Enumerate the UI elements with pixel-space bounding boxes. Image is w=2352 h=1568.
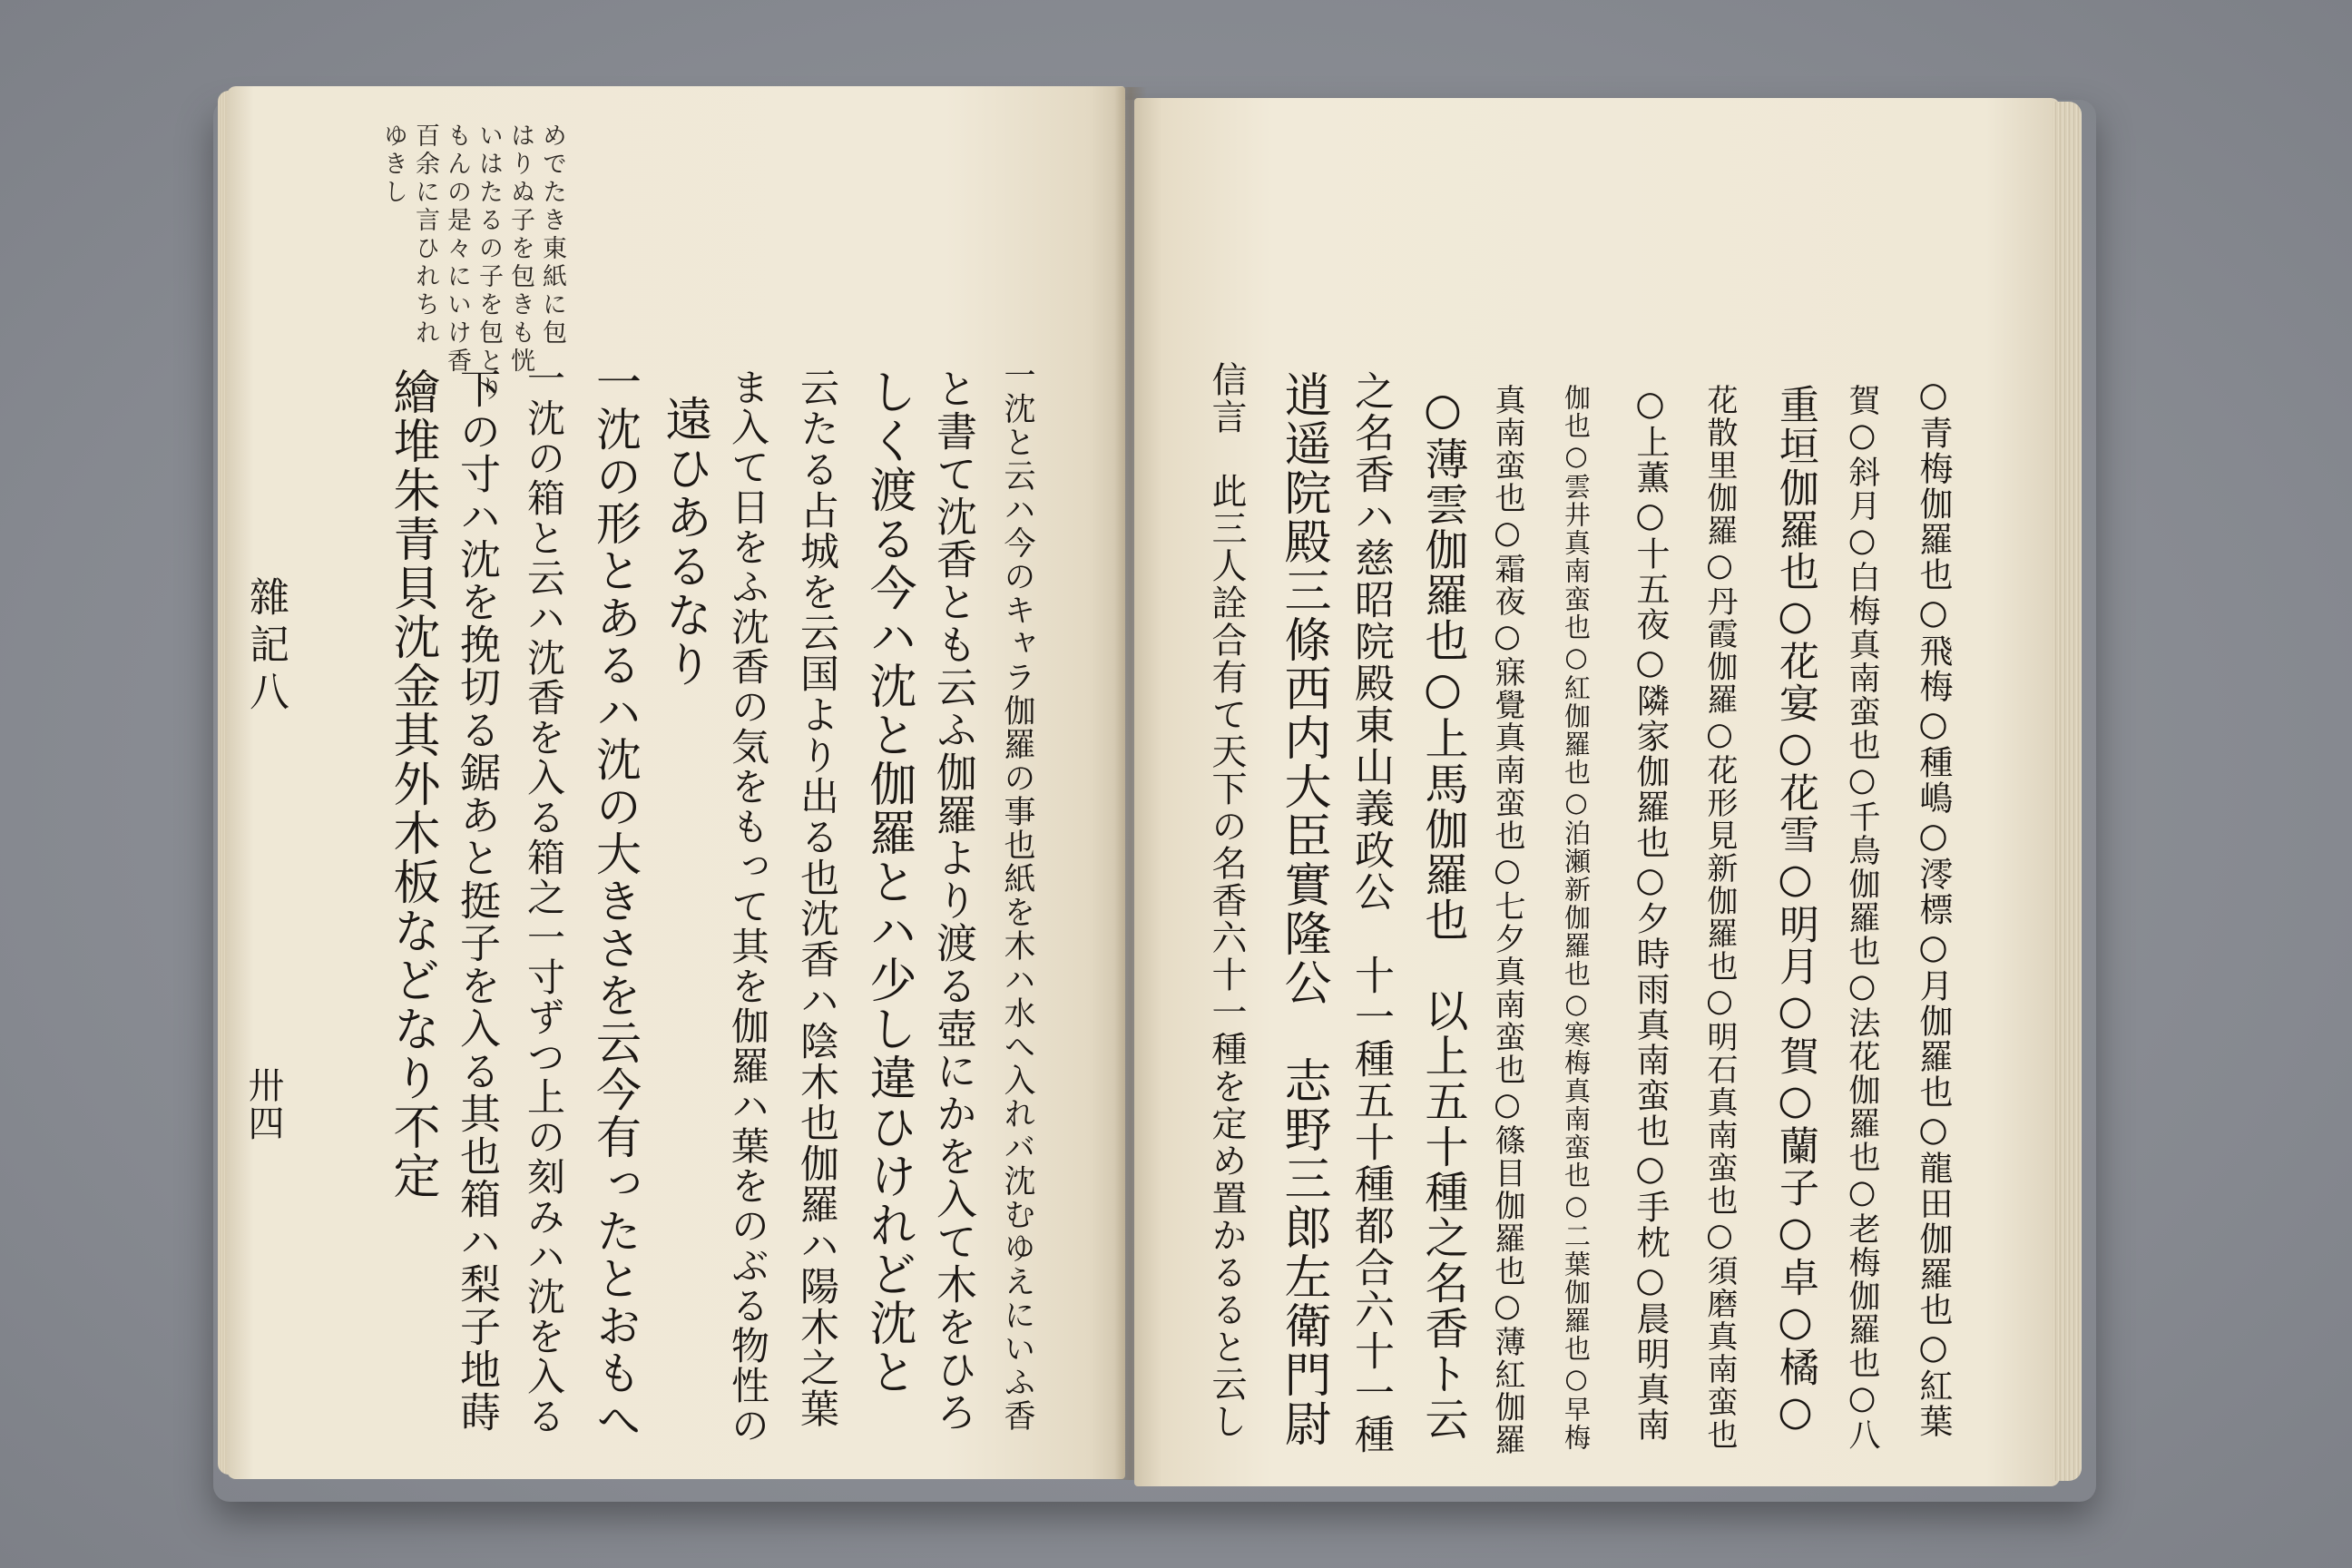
right-page <box>1134 98 2060 1486</box>
text-column: 花散里伽羅○丹霞伽羅○花形見新伽羅也○明石真南蛮也○須磨真南蛮也 <box>1701 384 1738 1451</box>
text-column: 云たる占城を云国より出る也沈香ハ陰木也伽羅ハ陽木之葉 <box>794 368 839 1429</box>
text-column: 伽也○雲井真南蛮也○紅伽羅也○泊瀬新伽羅也○寒梅真南蛮也○二葉伽羅也○早梅 <box>1561 384 1592 1452</box>
text-column: 信言 此三人詮合有て天下の名香六十一種を定め置かるると云し <box>1206 361 1247 1440</box>
margin-note: もんの是々にいけ香 <box>443 122 471 376</box>
text-column: しく渡る今ハ沈と伽羅とハ少し違ひけれど沈と <box>861 368 916 1396</box>
text-column: 遠ひあるなり <box>657 395 711 689</box>
page-number: 卅四 <box>242 1066 284 1142</box>
text-column: ま入て日をふ沈香の気をもって其を伽羅ハ葉をのぶる物性の <box>726 368 770 1446</box>
text-column: ○薄雲伽羅也○上馬伽羅也 以上五十種之名香ト云 <box>1417 384 1468 1442</box>
left-page <box>227 86 1125 1479</box>
folio-title: 雜記八 <box>242 576 289 718</box>
text-column: 逍遥院殿三條西内大臣實隆公 志野三郎左衛門尉 <box>1276 370 1330 1448</box>
text-column: と書て沈香とも云ふ伽羅より渡る壺にかを入て木をひろ <box>929 368 977 1434</box>
text-column: 一沈の箱と云ハ沈香を入る箱之一寸ずつ上の刻みハ沈を入る <box>522 358 566 1436</box>
text-column: 真南蛮也○霜夜○寐覺真南蛮也○七夕真南蛮也○篠目伽羅也○薄紅伽羅 <box>1489 384 1525 1456</box>
text-column: ○上薫○十五夜○隣家伽羅也○夕時雨真南蛮也○手枕○晨明真南 <box>1631 384 1670 1443</box>
text-column: ○青梅伽羅也○飛梅○種嶋○澪標○月伽羅也○龍田伽羅也○紅葉 <box>1914 375 1953 1439</box>
text-column: 下の寸ハ沈を挽切る鋸あと挺子を入る其也箱ハ梨子地蒔 <box>453 368 501 1434</box>
text-column: 之名香ハ慈昭院殿東山義政公 十一種五十種都合六十一種 <box>1348 370 1394 1455</box>
text-column: 繪堆朱青貝沈金其外木板などなり不定 <box>385 368 439 1200</box>
margin-note: めでたき東紙に包 <box>538 122 566 348</box>
margin-note: いはたるの子を包とり <box>475 122 503 404</box>
text-column: 重垣伽羅也○花宴○花雪○明月○賀○蘭子○卓○橘○ <box>1772 384 1818 1436</box>
margin-note: 百余に言ひれちれ <box>411 122 439 348</box>
text-column: 賀○斜月○白梅真南蛮也○千鳥伽羅也○法花伽羅也○老梅伽羅也○八 <box>1844 384 1880 1452</box>
margin-note: はりぬ子を包きも恍 <box>506 122 534 376</box>
right-page-edges <box>2053 102 2082 1481</box>
text-column: 一沈と云ハ今のキャラ伽羅の事也紙を木ハ水へ入れバ沈むゆえにいふ香 <box>999 358 1035 1433</box>
text-column: 一沈の形とあるハ沈の大きさを云今有ったとおもへ <box>589 358 642 1444</box>
margin-note: ゆきし <box>379 122 407 207</box>
